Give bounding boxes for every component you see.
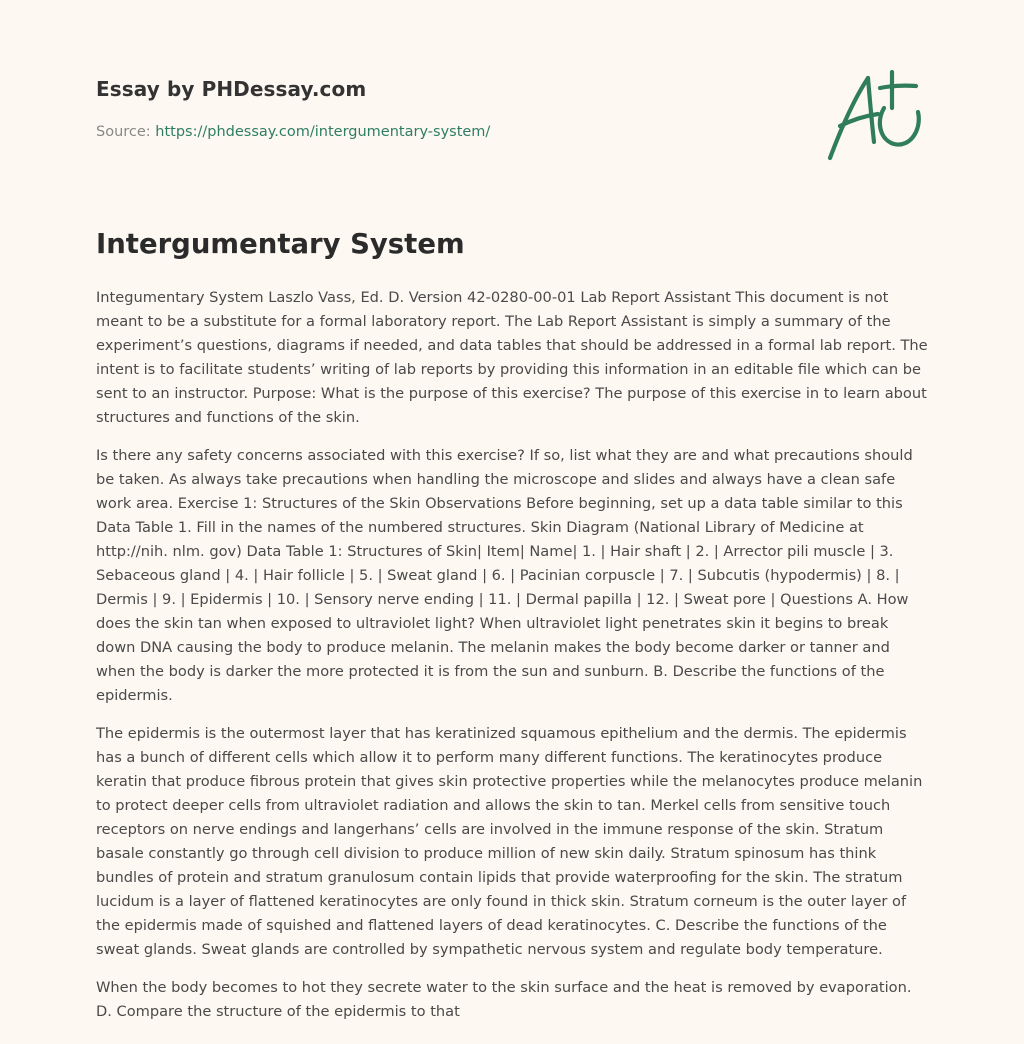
essay-paragraph-3: The epidermis is the outermost layer that has keratinized squamous epithelium and the dermis. The epidermis has a bunch of different cells which allow it to perform many different functions. The keratinocytes produce keratin that produce fibrous protein that gives skin protective properties while the melanocytes produce melanin to protect deeper cells from ultraviolet radiation and allows the skin to tan. Merkel cells from sensitive touch receptors on nerve endings and langerhans’ cells are involved in the immune response of the skin. Stratum basale constantly go through cell division to produce million of new skin daily. Stratum spinosum has think bundles of protein and stratum granulosum contain lipids that provide waterproofing for the skin. The stratum lucidum is a layer of flattened keratinocytes are only found in thick skin. Stratum corneum is the outer layer of the epidermis made of squished and flattened layers of dead keratinocytes. C. Describe the functions of the sweat glands. Sweat glands are controlled by sympathetic nervous system and regulate body temperature. (96, 725, 923, 958)
source-label: Source: (96, 124, 151, 140)
a-plus-logo-icon (826, 64, 926, 164)
essay-title: Intergumentary System (96, 228, 465, 260)
essay-paragraph-2: Is there any safety concerns associated with this exercise? If so, list what they are and what precautions should be taken. As always take precautions when handling the microscope and slides and always have a clean safe work area. Exercise 1: Structures of the Skin Observations Before beginning, set up a data table similar to this Data Table 1. Fill in the names of the numbered structures. Skin Diagram (National Library of Medicine at http://nih. nlm. gov) Data Table 1: Structures of Skin| Item| Name| 1. | Hair shaft | 2. | Arrector pili muscle | 3. Sebaceous gland | 4. | Hair follicle | 5. | Sweat gland | 6. | Pacinian corpuscle | 7. | Subcutis (hypodermis) | 8. | Dermis | 9. | Epidermis | 10. | Sensory nerve ending | 11. | Dermal papilla | 12. | Sweat pore | Questions A. How does the skin tan when exposed to ultraviolet light? When ultraviolet light penetrates skin it begins to break down DNA causing the body to produce melanin. The melanin makes the body become darker or tanner and when the body is darker the more protected it is from the sun and sunburn. B. Describe the functions of the epidermis. (96, 447, 913, 704)
source-link[interactable]: https://phdessay.com/intergumentary-system/ (155, 124, 491, 140)
essay-body (96, 286, 930, 1038)
source-line (96, 124, 490, 140)
essay-paragraph-1: Integumentary System Laszlo Vass, Ed. D. Version 42-0280-00-01 Lab Report Assistant This document is not meant to be a substitute for a formal laboratory report. The Lab Report Assistant is simply a summary of the experiment’s questions, diagrams if needed, and data tables that should be addressed in a formal lab report. The intent is to facilitate students’ writing of lab reports by providing this information in an editable file which can be sent to an instructor. Purpose: What is the purpose of this exercise? The purpose of this exercise in to learn about structures and functions of the skin. (96, 289, 928, 426)
a-plus-logo-svg (826, 64, 926, 164)
essay-paragraph-4: When the body becomes to hot they secrete water to the skin surface and the heat is removed by evaporation. D. Compare the structure of the epidermis to that (96, 979, 912, 1020)
site-title: Essay by PHDessay.com (96, 77, 367, 101)
